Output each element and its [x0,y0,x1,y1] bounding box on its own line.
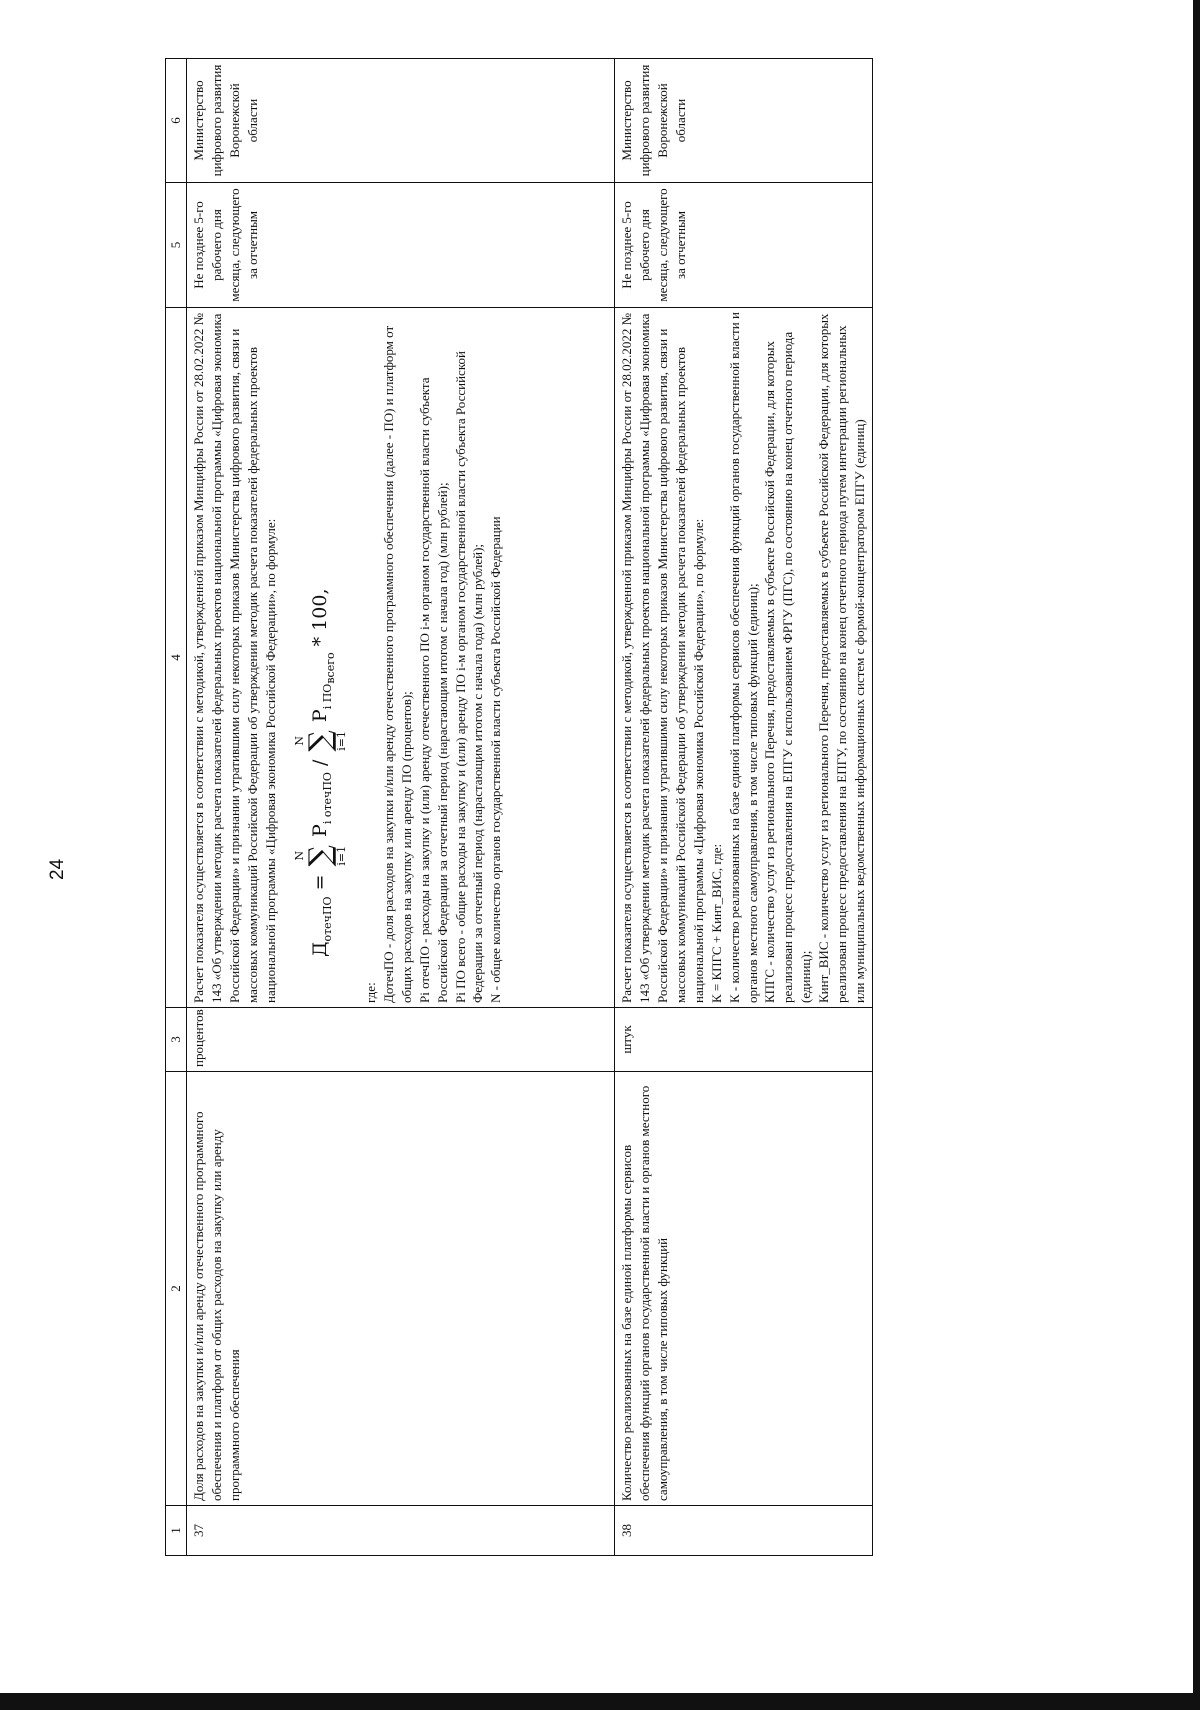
unit: процентов [186,1008,614,1072]
header-col-5: 5 [166,183,187,308]
sum-symbol: N ∑ i=1 [292,845,348,867]
formula-term1: P [308,824,331,837]
formula: $Д_{отечПО} = N$ ∑ i=1 $P_{i отечПО}$ / N ∑ i=1 $P_{i ПО_{всего}} * 100$, [292,588,348,957]
row-number: 38 [614,1506,872,1556]
definition: Кинт_ВИС - количество услуг из регионального Перечня, предоставляемых в субъекте Российской Федерации, для которых реализован процесс предоставления на ЕПГУ, по состоянию на конец отчетного периода путем интеграции региональных или муниципальных ведомственных информационных систем с формой-концентратором ЕПГУ (единиц) [816,313,868,1003]
definition: Pi ПО всего - общие расходы на закупку и (или) аренду ПО i-м органом государственной власти субъекта Российской Федерации за отчетный период (нарастающим итогом с начала года) (млн рублей); [452,351,486,1003]
scan-edge-right [1193,0,1200,1710]
table-row [614,59,872,1556]
calculation-method [614,308,872,1008]
table-row [186,59,614,1556]
indicator-name: Количество реализованных на базе единой платформы сервисов обеспечения функций органов государственной власти и органов местного самоуправления, в том числе типовых функций [614,1072,872,1506]
header-row [166,59,187,1556]
sum-symbol-2: N ∑ i=1 [292,730,348,752]
definition: КПГС - количество услуг из регионального Перечня, предоставляемых в субъекте Российской Федерации, для которых реализован процесс предоставления на ЕПГУ с использованием ФРГУ (ПГС), по состоянию на конец отчетного периода (единиц); [762,331,814,1003]
header-col-2: 2 [166,1072,187,1506]
definition: К = КПГС + Кинт_ВИС, где: [708,843,724,1003]
row-number: 37 [186,1506,614,1556]
formula-term2-sub: i ПО [320,683,334,710]
deadline: Не позднее 5-го рабочего дня месяца, следующего за отчетным [186,183,614,308]
header-col-6: 6 [166,59,187,183]
scan-edge-bottom [0,1693,1200,1710]
where-label: где: [362,982,378,1003]
header-col-1: 1 [166,1506,187,1556]
deadline: Не позднее 5-го рабочего дня месяца, следующего за отчетным [614,183,872,308]
definition: К - количество реализованных на базе единой платформы сервисов обеспечения функций органов государственной власти и органов местного самоуправления, в том числе типовых функций (единиц); [726,312,760,1003]
definition: ДотечПО - доля расходов на закупки и/или аренду отечественного программного обеспечения (далее - ПО) и платформ от общих расходов на закупку или аренду ПО (процентов); [380,325,414,1003]
method-intro: Расчет показателя осуществляется в соответствии с методикой, утвержденной приказом Минцифры России от 28.02.2022 № 143 «Об утверждении методик расчета показателей федеральных проектов национальной программы «Цифровая экономика Российской Федерации» и признании утратившими силу некоторых приказов Министерства цифрового развития, связи и массовых коммуникаций Российской Федерации об утверждении методик расчета показателей федеральных проектов национальной программы «Цифровая экономика Российской Федерации», по формуле: [190,312,278,1003]
definition: Pi отечПО - расходы на закупку и (или) аренду отечественного ПО i-м органом государственной власти субъекта Российской Федерации за отчетный период (нарастающим итогом с начала год) (млн рублей); [416,377,450,1003]
indicators-table [165,58,873,1556]
formula-term1-sub: i отечПО [320,772,334,825]
indicator-name: Доля расходов на закупки и/или аренду отечественного программного обеспечения и платформ от общих расходов на закупку или аренду программного обеспечения [186,1072,614,1506]
unit: штук [614,1008,872,1072]
formula-tail: * 100, [308,588,331,647]
header-col-3: 3 [166,1008,187,1072]
method-intro: Расчет показателя осуществляется в соответствии с методикой, утвержденной приказом Минцифры России от 28.02.2022 № 143 «Об утверждении методик расчета показателей федеральных проектов национальной программы «Цифровая экономика Российской Федерации» и признании утратившими силу некоторых приказов Министерства цифрового развития, связи и массовых коммуникаций Российской Федерации об утверждении методик расчета показателей федеральных проектов национальной программы «Цифровая экономика Российской Федерации», по формуле: [618,312,706,1003]
rotated-table-container [165,59,1085,1556]
formula-lhs-sub: отечПО [320,896,334,942]
definition: N - общее количество органов государственной власти субъекта Российской Федерации [488,516,504,1003]
header-col-4: 4 [166,308,187,1008]
formula-term2: P [308,709,331,723]
formula-term2-subsub: всего [323,652,337,684]
calculation-method [186,308,614,1008]
responsible: Министерство цифрового развития Воронежской области [186,59,614,183]
formula-lhs: Д [308,941,331,957]
page-number: 24 [47,858,68,880]
responsible: Министерство цифрового развития Воронежской области [614,59,872,183]
